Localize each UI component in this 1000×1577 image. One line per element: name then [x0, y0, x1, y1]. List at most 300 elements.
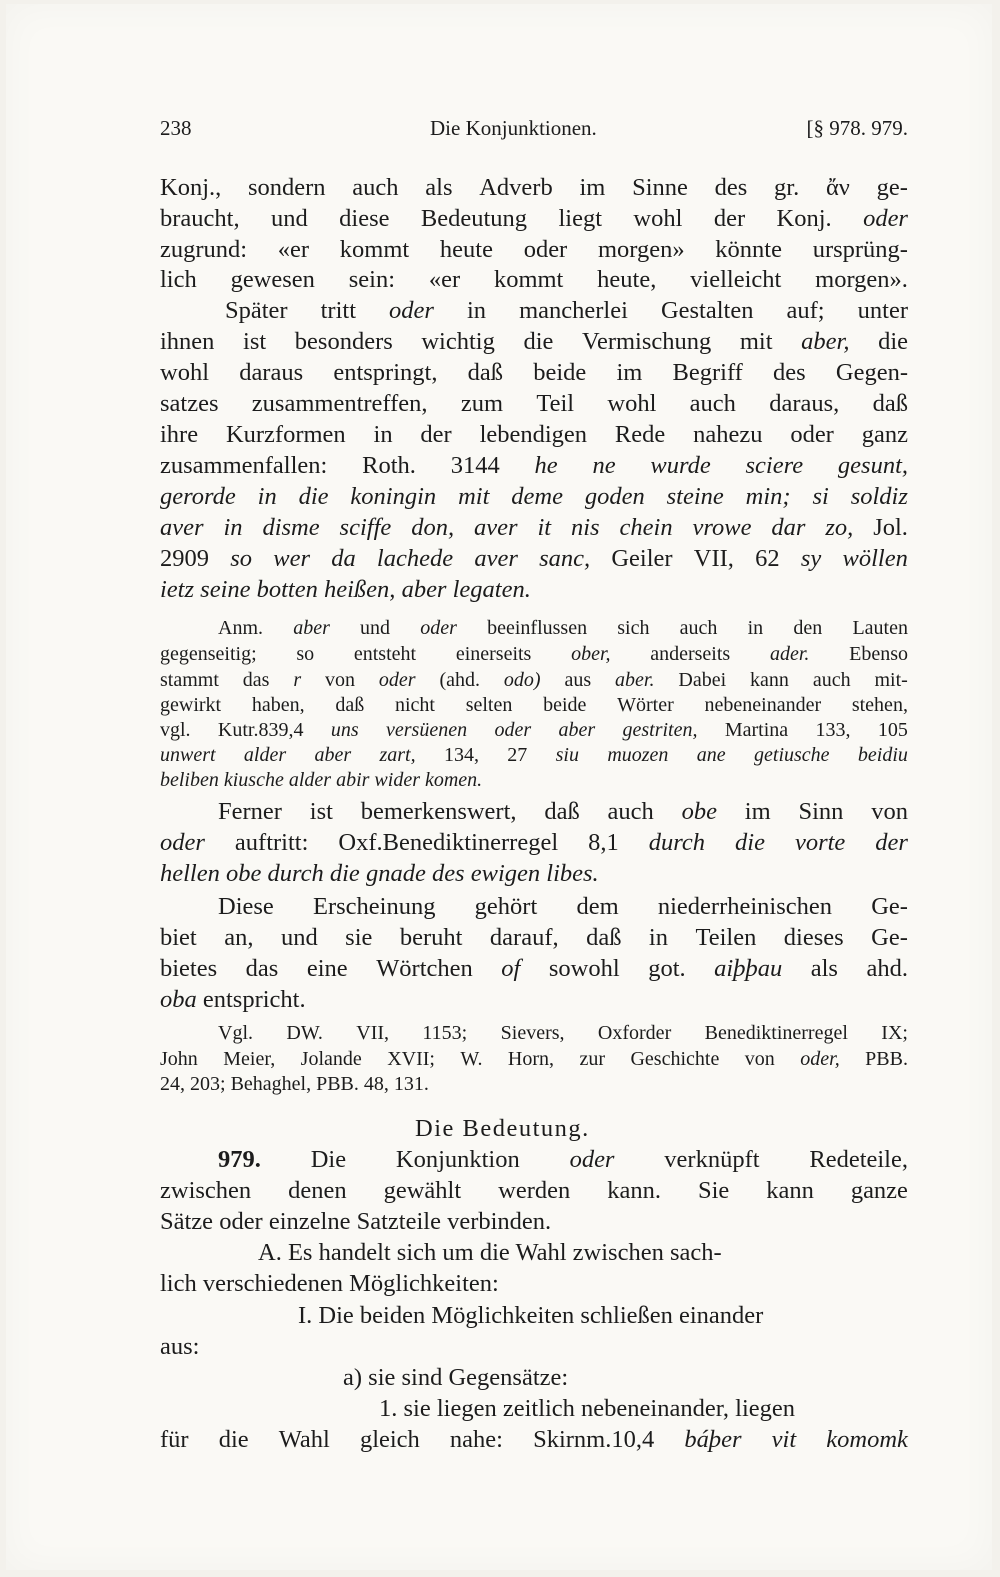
word: vgl. — [160, 719, 191, 741]
italic-word: koningin — [350, 483, 437, 510]
word: den — [793, 617, 823, 639]
word: entsteht — [353, 643, 417, 665]
word: heute — [439, 236, 493, 263]
italic-word: lachede — [376, 545, 454, 572]
italic-word: in — [223, 514, 243, 541]
italic-word: hellen — [160, 860, 220, 887]
body-line — [160, 862, 599, 887]
word: Lauten — [852, 617, 908, 639]
word: Sie — [697, 1177, 730, 1204]
reference-line — [218, 1023, 908, 1043]
word: kommt — [493, 266, 564, 293]
word: Ge- — [871, 893, 908, 920]
word: Oxforder — [597, 1022, 672, 1044]
word: sowohl — [548, 955, 620, 982]
word: Redeteile, — [809, 1146, 908, 1173]
italic-word: obe — [226, 860, 262, 887]
word: Konj., — [160, 174, 222, 201]
word: mit — [739, 328, 773, 355]
word: Vgl. — [218, 1022, 253, 1044]
word: daraus, — [769, 390, 840, 417]
italic-word: chein — [619, 514, 673, 541]
italic-word: die — [735, 829, 765, 856]
word: Ebenso — [849, 643, 908, 665]
word: 8,1 — [588, 829, 619, 856]
word: DW. — [286, 1022, 323, 1044]
word: Begriff — [672, 359, 743, 386]
body-line — [160, 330, 908, 355]
word: kann — [766, 1177, 814, 1204]
italic-word: komomk — [826, 1426, 908, 1453]
word: kommt — [339, 236, 410, 263]
word: verbinden. — [447, 1208, 552, 1235]
word: Wörtchen — [376, 955, 473, 982]
word: mit- — [874, 669, 908, 691]
italic-word: des — [431, 860, 465, 887]
word: Bedeutung — [420, 205, 528, 232]
word: Dabei — [678, 669, 727, 691]
italic-word: aber — [558, 719, 596, 741]
word: Satzteile — [356, 1208, 441, 1235]
word: in — [373, 421, 393, 448]
word: auf; — [786, 297, 825, 324]
word: und — [271, 205, 308, 232]
italic-word: aber — [293, 617, 330, 639]
word: zwischen — [160, 1177, 252, 1204]
italic-word: ietz — [160, 576, 195, 603]
italic-word: oder — [863, 205, 908, 232]
italic-word: sciere — [745, 452, 804, 479]
word: oder — [790, 421, 834, 448]
word: Gegen- — [835, 359, 908, 386]
word: got. — [648, 955, 686, 982]
word: Sinne — [632, 174, 688, 201]
word: 3144 — [450, 452, 500, 479]
body-line — [160, 1210, 551, 1235]
italic-word: libes. — [546, 860, 599, 887]
body-line — [218, 800, 908, 825]
word: darauf, — [489, 924, 559, 951]
word: von — [871, 798, 908, 825]
word: Anm. — [218, 617, 263, 639]
word: gewirkt — [160, 694, 222, 716]
body-line — [160, 207, 908, 232]
word: Konj. — [776, 205, 832, 232]
word: Behaghel, — [230, 1073, 312, 1095]
word: des — [714, 174, 748, 201]
italic-word: legaten. — [452, 576, 531, 603]
italic-word: disme — [262, 514, 320, 541]
word: nahezu — [693, 421, 763, 448]
word: sondern — [247, 174, 326, 201]
word: auch — [689, 390, 736, 417]
word: liegt — [558, 205, 603, 232]
italic-word: obe — [681, 798, 717, 825]
word: gleich — [359, 1426, 420, 1453]
word: PBB. — [865, 1048, 908, 1070]
word: auftritt: — [234, 829, 309, 856]
word: gehört — [474, 893, 538, 920]
body-line: a) sie sind Gegensätze: — [343, 1364, 569, 1391]
word: kann. — [607, 1177, 661, 1204]
body-line — [160, 423, 908, 448]
word: wohl — [633, 205, 683, 232]
word: beruht — [399, 924, 463, 951]
word: PBB. — [316, 1073, 359, 1095]
italic-word: si — [812, 483, 829, 510]
italic-word: steine — [666, 483, 724, 510]
note-line — [160, 745, 908, 765]
word: zum — [460, 390, 504, 417]
word: 134, — [443, 744, 479, 766]
word: beide — [533, 359, 587, 386]
italic-word: vit — [771, 1426, 797, 1453]
word: lich — [160, 266, 197, 293]
italic-word: gerorde — [160, 483, 236, 510]
word: heute, — [597, 266, 657, 293]
italic-word: getiusche — [754, 744, 830, 766]
word: 1153; — [422, 1022, 468, 1044]
word: wichtig — [421, 328, 495, 355]
word: sich — [617, 617, 650, 639]
word: der — [420, 421, 452, 448]
word: einzelne — [268, 1208, 351, 1235]
word: Gestalten — [660, 297, 754, 324]
body-line — [160, 454, 908, 479]
italic-word: deme — [511, 483, 563, 510]
body-line — [160, 988, 306, 1013]
word: 203; — [190, 1073, 226, 1095]
word: Meier, — [223, 1048, 276, 1070]
italic-word: muozen — [607, 744, 669, 766]
word: ganze — [850, 1177, 908, 1204]
italic-word: r — [293, 669, 302, 691]
word: als — [810, 955, 838, 982]
italic-word: alder — [243, 744, 287, 766]
word: an, — [224, 924, 254, 951]
italic-word: gnade — [365, 860, 426, 887]
word: selten — [465, 694, 513, 716]
word: Skirnm.10,4 — [533, 1426, 655, 1453]
word: Oxf.Benediktinerregel — [338, 829, 559, 856]
italic-word: odo) — [503, 669, 541, 691]
italic-word: gesunt, — [837, 452, 908, 479]
word: ist — [309, 798, 333, 825]
body-line — [225, 299, 908, 324]
word: vielleicht — [690, 266, 782, 293]
body-line — [160, 392, 908, 417]
italic-word: nis — [571, 514, 600, 541]
italic-word: wider — [374, 769, 420, 791]
italic-word: it — [537, 514, 552, 541]
word: dieses — [783, 924, 844, 951]
italic-word: wöllen — [842, 545, 908, 572]
word: John — [160, 1048, 198, 1070]
word: Horn, — [507, 1048, 555, 1070]
word: denen — [288, 1177, 347, 1204]
body-line — [160, 176, 908, 201]
word: mancherlei — [519, 297, 628, 324]
word: XVII; — [387, 1048, 435, 1070]
word: auch — [812, 669, 851, 691]
word: eine — [306, 955, 348, 982]
word: morgen». — [815, 266, 908, 293]
italic-word: beliben — [160, 769, 219, 791]
word: 131. — [393, 1073, 429, 1095]
word: daß — [467, 359, 504, 386]
word: Die — [310, 1146, 347, 1173]
italic-word: oder, — [800, 1048, 840, 1070]
body-line: A. Es handelt sich um die Wahl zwischen sach- — [258, 1239, 722, 1266]
italic-word: in — [257, 483, 277, 510]
word: nahe: — [449, 1426, 503, 1453]
word: Sievers, — [500, 1022, 565, 1044]
reference-line — [160, 1049, 908, 1069]
italic-word: der — [875, 829, 908, 856]
word: «er — [428, 266, 461, 293]
page-number: 238 — [160, 116, 192, 140]
word: daß — [544, 798, 580, 825]
word: sie — [345, 924, 373, 951]
word: gewesen — [230, 266, 315, 293]
word: Jolande — [300, 1048, 362, 1070]
body-line — [218, 1148, 908, 1173]
word: braucht, — [160, 205, 240, 232]
word: 2909 — [160, 545, 209, 572]
word: lebendigen — [479, 421, 588, 448]
word: ihre — [160, 421, 199, 448]
word: Teilen — [695, 924, 757, 951]
word: Martina — [724, 719, 789, 741]
body-line — [218, 895, 908, 920]
word: VII, — [693, 545, 734, 572]
italic-word: oder — [389, 297, 434, 324]
italic-word: ane — [696, 744, 726, 766]
word: in — [467, 297, 487, 324]
section-number: 979. — [218, 1146, 261, 1173]
word: entspringt, — [333, 359, 438, 386]
word: Geiler — [611, 545, 673, 572]
running-header — [160, 116, 908, 146]
word: tritt — [320, 297, 357, 324]
word: diese — [339, 205, 390, 232]
word: des — [773, 359, 806, 386]
word: verknüpft — [664, 1146, 760, 1173]
note-line — [218, 618, 908, 638]
word: VII, — [356, 1022, 390, 1044]
italic-word: ne — [592, 452, 616, 479]
word: daß — [872, 390, 908, 417]
italic-word: ewigen — [470, 860, 541, 887]
word: die — [523, 328, 554, 355]
word: von — [744, 1048, 775, 1070]
italic-word: durch — [648, 829, 706, 856]
italic-word: die — [329, 860, 360, 887]
word: dem — [576, 893, 619, 920]
italic-word: oder — [420, 617, 457, 639]
word: zur — [579, 1048, 606, 1070]
section-range: [§ 978. 979. — [806, 116, 908, 140]
italic-word: ader. — [769, 643, 810, 665]
word: (ahd. — [439, 669, 481, 691]
word: gegenseitig; — [160, 643, 257, 665]
note-line — [160, 644, 908, 664]
word: IX; — [881, 1022, 908, 1044]
body-line — [160, 485, 908, 510]
word: ursprüng- — [812, 236, 908, 263]
italic-word: wer — [273, 545, 310, 572]
word: Benediktinerregel — [704, 1022, 848, 1044]
word: von — [325, 669, 356, 691]
word: Erscheinung — [313, 893, 436, 920]
word: sein: — [348, 266, 396, 293]
italic-word: siu — [555, 744, 579, 766]
italic-word: aber — [401, 576, 447, 603]
word: im — [616, 359, 643, 386]
word: 27 — [507, 744, 528, 766]
word: werden — [498, 1177, 571, 1204]
word: Wahl — [278, 1426, 330, 1453]
note-line — [160, 670, 908, 690]
italic-word: zart, — [379, 744, 416, 766]
italic-word: soldiz — [850, 483, 908, 510]
word: und — [280, 924, 318, 951]
word: Roth. — [362, 452, 416, 479]
word: bemerkenswert, — [360, 798, 517, 825]
word: zusammenfallen: — [160, 452, 328, 479]
word: haben, — [251, 694, 305, 716]
word: 105 — [877, 719, 908, 741]
word: W. — [460, 1048, 483, 1070]
note-line — [160, 720, 908, 740]
word: und — [360, 617, 391, 639]
body-line — [160, 1179, 908, 1204]
italic-word: of — [501, 955, 521, 982]
word: 48, — [363, 1073, 389, 1095]
word: auch — [352, 174, 399, 201]
italic-word: sanc, — [539, 545, 591, 572]
word: im — [744, 798, 771, 825]
word: entspricht. — [202, 986, 306, 1013]
word: morgen» — [597, 236, 685, 263]
word: in — [747, 617, 764, 639]
italic-word: ober, — [571, 643, 611, 665]
word: aus — [564, 669, 592, 691]
word: ge- — [876, 174, 908, 201]
word: anderseits — [650, 643, 731, 665]
word: stammt — [160, 669, 219, 691]
body-line — [160, 957, 908, 982]
word: 24, — [160, 1073, 185, 1095]
italic-word: die — [298, 483, 329, 510]
italic-word: oder — [494, 719, 532, 741]
italic-word: oba — [160, 986, 197, 1013]
word: Ge- — [871, 924, 908, 951]
body-line — [160, 361, 908, 386]
italic-word: min; — [745, 483, 791, 510]
body-line — [160, 926, 908, 951]
word: Konjunktion — [395, 1146, 520, 1173]
body-line — [160, 238, 908, 263]
italic-word: aber, — [801, 328, 850, 355]
reference-line — [160, 1074, 429, 1094]
word: gr. — [774, 174, 800, 201]
word: wohl — [160, 359, 209, 386]
body-line — [160, 547, 908, 572]
word: ist — [243, 328, 267, 355]
word: Sätze — [160, 1208, 214, 1235]
italic-word: mit — [458, 483, 490, 510]
italic-word: gestriten, — [622, 719, 698, 741]
note-line — [160, 770, 482, 790]
word: daß — [586, 924, 622, 951]
word: könnte — [715, 236, 782, 263]
word: Jol. — [873, 514, 908, 541]
italic-word: sy — [800, 545, 822, 572]
italic-word: oder — [378, 669, 416, 691]
body-line: I. Die beiden Möglichkeiten schließen einander — [298, 1302, 764, 1329]
italic-word: unwert — [160, 744, 216, 766]
word: niederrheinischen — [657, 893, 833, 920]
word: die — [878, 328, 908, 355]
word: Rede — [614, 421, 666, 448]
word: Vermischung — [581, 328, 712, 355]
body-line: 1. sie liegen zeitlich nebeneinander, liegen — [379, 1395, 796, 1422]
word: beide — [543, 694, 587, 716]
word: für — [160, 1426, 189, 1453]
word: zugrund: — [160, 236, 248, 263]
word: das — [245, 955, 279, 982]
word: «er — [277, 236, 310, 263]
word: oder — [219, 1208, 263, 1235]
italic-word: beidiu — [857, 744, 908, 766]
word: ihnen — [160, 328, 215, 355]
italic-word: komen. — [424, 769, 483, 791]
word: daß — [335, 694, 365, 716]
italic-word: aver — [474, 545, 518, 572]
word: auch — [679, 617, 718, 639]
word: in — [648, 924, 668, 951]
italic-word: so — [230, 545, 253, 572]
section-heading: Die Bedeutung. — [415, 1115, 590, 1142]
word: nebeneinander — [704, 694, 822, 716]
word: die — [218, 1426, 249, 1453]
word: satzes — [160, 390, 219, 417]
word: im — [579, 174, 606, 201]
italic-word: aiþþau — [714, 955, 783, 982]
word: Diese — [218, 893, 274, 920]
word: auch — [607, 798, 654, 825]
italic-word: oder — [569, 1146, 615, 1173]
word: beeinflussen — [487, 617, 588, 639]
word: daraus — [239, 359, 304, 386]
italic-word: aber — [314, 744, 352, 766]
word: kann — [750, 669, 789, 691]
italic-word: uns — [330, 719, 359, 741]
italic-word: aber. — [615, 669, 655, 691]
italic-word: abir — [336, 769, 370, 791]
word: ἄν — [825, 174, 850, 201]
italic-word: aver — [160, 514, 204, 541]
word: Später — [225, 297, 288, 324]
italic-word: heißen, — [324, 576, 396, 603]
italic-word: aver — [473, 514, 518, 541]
word: 133, — [815, 719, 851, 741]
word: 62 — [755, 545, 780, 572]
word: Geschichte — [630, 1048, 720, 1070]
word: zusammentreffen, — [251, 390, 428, 417]
word: Adverb — [479, 174, 553, 201]
